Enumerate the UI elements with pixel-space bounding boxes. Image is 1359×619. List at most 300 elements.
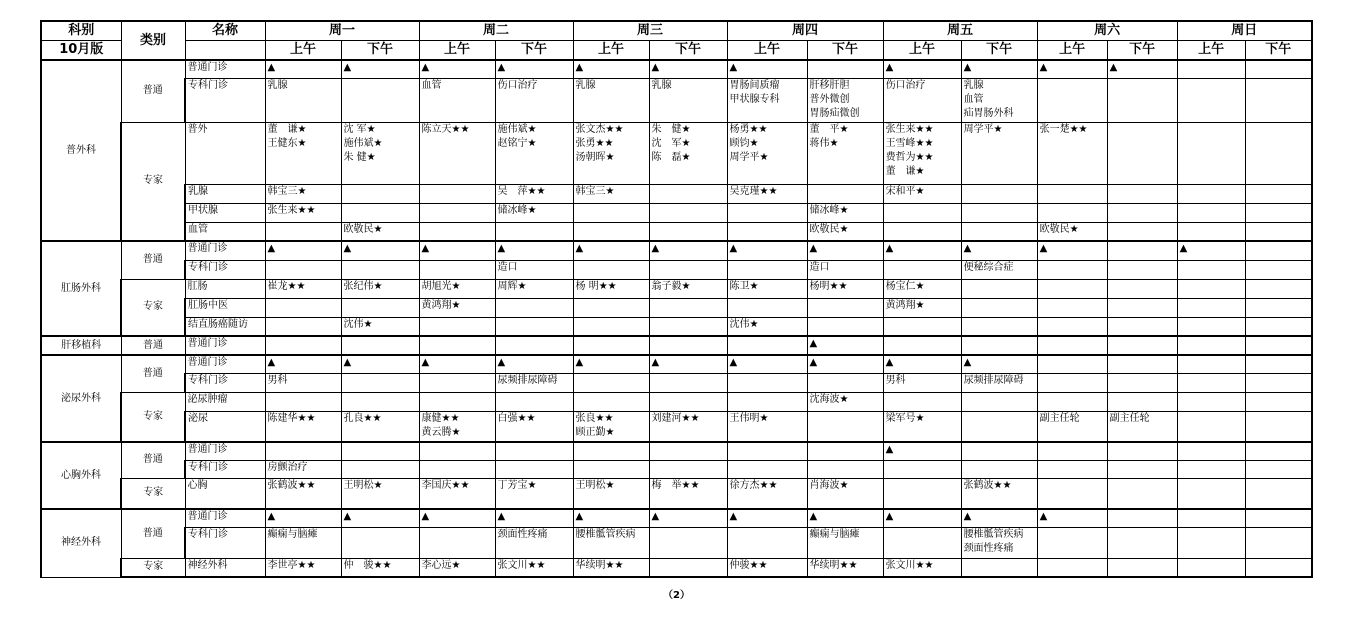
schedule-cell-sat-pm (1107, 222, 1177, 241)
schedule-cell-fri-am: ▲ (883, 355, 961, 373)
header-day-sun: 周日 (1177, 21, 1312, 41)
schedule-cell-sun-pm (1245, 203, 1312, 222)
schedule-cell-fri-am: 张生来★★ 王雪峰★★ 费哲为★★ 董 谦★ (883, 122, 961, 184)
schedule-cell-sun-pm (1245, 279, 1312, 298)
clinic-name: 专科门诊 (185, 373, 265, 392)
schedule-cell-wed-am (573, 336, 649, 355)
schedule-cell-fri-am (883, 203, 961, 222)
schedule-cell-tue-pm (495, 298, 573, 317)
schedule-cell-thu-am (727, 373, 807, 392)
clinic-name: 血管 (185, 222, 265, 241)
header-dept: 科别 (41, 21, 121, 41)
schedule-cell-wed-pm (649, 558, 727, 577)
schedule-cell-sun-pm (1245, 60, 1312, 78)
category-cell: 专家 (121, 478, 185, 509)
header-sun-am: 上午 (1177, 41, 1245, 61)
schedule-cell-sun-am (1177, 78, 1245, 122)
schedule-cell-sat-pm (1107, 527, 1177, 558)
schedule-cell-mon-pm: 王明松★ (341, 478, 419, 509)
schedule-cell-mon-pm (341, 527, 419, 558)
schedule-cell-wed-am (573, 442, 649, 460)
schedule-cell-thu-pm: ▲ (807, 336, 883, 355)
schedule-cell-tue-am (419, 373, 495, 392)
schedule-cell-sun-pm (1245, 527, 1312, 558)
schedule-cell-thu-am (727, 460, 807, 478)
schedule-cell-wed-pm (649, 527, 727, 558)
schedule-cell-fri-pm (961, 336, 1037, 355)
schedule-cell-mon-am: ▲ (265, 509, 341, 527)
schedule-cell-sat-am (1037, 460, 1107, 478)
schedule-cell-sun-am (1177, 336, 1245, 355)
schedule-cell-tue-am: ▲ (419, 355, 495, 373)
schedule-cell-sat-pm (1107, 392, 1177, 411)
schedule-cell-sun-am (1177, 222, 1245, 241)
table-row (41, 460, 1312, 478)
schedule-cell-sat-pm (1107, 241, 1177, 260)
schedule-cell-wed-pm (649, 260, 727, 279)
schedule-cell-wed-am (573, 460, 649, 478)
table-row (41, 78, 1312, 122)
category-cell: 专家 (121, 558, 185, 577)
schedule-cell-mon-am: 癫痫与脑瘫 (265, 527, 341, 558)
schedule-cell-thu-am: 王伟明★ (727, 411, 807, 442)
schedule-cell-sun-am (1177, 373, 1245, 392)
schedule-cell-fri-pm (961, 392, 1037, 411)
schedule-cell-fri-pm: 尿频排尿障碍 (961, 373, 1037, 392)
schedule-cell-tue-pm: 尿频排尿障碍 (495, 373, 573, 392)
schedule-cell-sun-am (1177, 558, 1245, 577)
schedule-cell-tue-am: ▲ (419, 60, 495, 78)
schedule-cell-wed-am (573, 298, 649, 317)
schedule-cell-thu-pm (807, 460, 883, 478)
schedule-cell-thu-am: 仲骏★★ (727, 558, 807, 577)
schedule-cell-tue-am (419, 184, 495, 203)
schedule-cell-sat-am: ▲ (1037, 509, 1107, 527)
table-row (41, 373, 1312, 392)
schedule-cell-tue-am: 胡旭光★ (419, 279, 495, 298)
schedule-cell-sat-am: ▲ (1037, 60, 1107, 78)
schedule-cell-sun-am: ▲ (1177, 241, 1245, 260)
schedule-cell-thu-am: 陈卫★ (727, 279, 807, 298)
header-tue-am: 上午 (419, 41, 495, 61)
schedule-cell-mon-pm: ▲ (341, 509, 419, 527)
schedule-cell-wed-am (573, 392, 649, 411)
schedule-cell-thu-am: 胃肠间质瘤 甲状腺专科 (727, 78, 807, 122)
schedule-cell-mon-pm (341, 298, 419, 317)
header-thu-pm: 下午 (807, 41, 883, 61)
schedule-cell-wed-pm (649, 203, 727, 222)
clinic-name: 泌尿肿瘤 (185, 392, 265, 411)
header-day-thu: 周四 (727, 21, 883, 41)
schedule-cell-thu-pm (807, 442, 883, 460)
schedule-cell-wed-pm: ▲ (649, 509, 727, 527)
clinic-name: 普通门诊 (185, 241, 265, 260)
schedule-cell-sat-am (1037, 373, 1107, 392)
schedule-cell-mon-pm: 沈 军★ 施伟斌★ 朱 健★ (341, 122, 419, 184)
schedule-cell-mon-am: 韩宝三★ (265, 184, 341, 203)
schedule-cell-wed-am (573, 222, 649, 241)
clinic-name: 普通门诊 (185, 60, 265, 78)
schedule-cell-fri-pm: 周学平★ (961, 122, 1037, 184)
schedule-cell-sat-pm (1107, 509, 1177, 527)
dept-name: 心胸外科 (41, 442, 121, 509)
schedule-cell-mon-am: 男科 (265, 373, 341, 392)
schedule-cell-sat-am (1037, 355, 1107, 373)
schedule-cell-thu-am: ▲ (727, 241, 807, 260)
schedule-cell-mon-pm: ▲ (341, 241, 419, 260)
schedule-cell-tue-am (419, 392, 495, 411)
schedule-cell-wed-am: 杨 明★★ (573, 279, 649, 298)
dept-name: 普外科 (41, 60, 121, 241)
schedule-cell-wed-pm (649, 184, 727, 203)
header-mon-pm: 下午 (341, 41, 419, 61)
schedule-cell-sun-pm (1245, 392, 1312, 411)
schedule-cell-sat-pm (1107, 460, 1177, 478)
schedule-cell-tue-am: 黄鸿翔★ (419, 298, 495, 317)
schedule-cell-thu-am (727, 260, 807, 279)
schedule-cell-tue-pm: ▲ (495, 355, 573, 373)
schedule-cell-fri-pm (961, 184, 1037, 203)
schedule-cell-sun-pm (1245, 184, 1312, 203)
schedule-cell-wed-am (573, 317, 649, 336)
schedule-cell-thu-pm: 沈海波★ (807, 392, 883, 411)
schedule-cell-sat-am (1037, 317, 1107, 336)
schedule-cell-wed-pm (649, 392, 727, 411)
header-day-tue: 周二 (419, 21, 573, 41)
clinic-name: 乳腺 (185, 184, 265, 203)
schedule-cell-wed-pm: 刘建河★★ (649, 411, 727, 442)
schedule-cell-mon-am: 崔龙★★ (265, 279, 341, 298)
schedule-cell-fri-am (883, 392, 961, 411)
header-fri-pm: 下午 (961, 41, 1037, 61)
schedule-cell-mon-pm (341, 392, 419, 411)
clinic-name: 专科门诊 (185, 260, 265, 279)
schedule-cell-tue-pm: 白强★★ (495, 411, 573, 442)
schedule-cell-sun-am (1177, 279, 1245, 298)
schedule-cell-thu-am: 吴克瑾★★ (727, 184, 807, 203)
schedule-cell-sat-am (1037, 279, 1107, 298)
schedule-cell-wed-pm: 朱 健★ 沈 军★ 陈 磊★ (649, 122, 727, 184)
schedule-cell-sun-pm (1245, 478, 1312, 509)
schedule-cell-mon-am: ▲ (265, 355, 341, 373)
schedule-cell-sat-pm (1107, 78, 1177, 122)
schedule-cell-sun-am (1177, 411, 1245, 442)
schedule-cell-mon-am: 李世亭★★ (265, 558, 341, 577)
schedule-cell-thu-am: 杨勇★★ 顾钧★ 周学平★ (727, 122, 807, 184)
header-sat-am: 上午 (1037, 41, 1107, 61)
schedule-cell-thu-pm: ▲ (807, 355, 883, 373)
schedule-cell-sat-am (1037, 336, 1107, 355)
schedule-cell-mon-am: 张鹤波★★ (265, 478, 341, 509)
schedule-cell-wed-am: 乳腺 (573, 78, 649, 122)
schedule-cell-wed-am (573, 203, 649, 222)
schedule-cell-fri-am: ▲ (883, 60, 961, 78)
schedule-cell-mon-pm: 欧敬民★ (341, 222, 419, 241)
schedule-cell-sun-am (1177, 355, 1245, 373)
schedule-cell-fri-am: ▲ (883, 442, 961, 460)
schedule-cell-tue-am (419, 260, 495, 279)
header-wed-pm: 下午 (649, 41, 727, 61)
schedule-cell-sat-pm (1107, 317, 1177, 336)
schedule-cell-fri-pm (961, 317, 1037, 336)
table-row (41, 478, 1312, 509)
schedule-cell-fri-am: 张文川★★ (883, 558, 961, 577)
schedule-cell-sat-am: 副主任轮 (1037, 411, 1107, 442)
schedule-cell-thu-am: ▲ (727, 509, 807, 527)
schedule-cell-thu-pm: ▲ (807, 241, 883, 260)
schedule-cell-tue-pm (495, 392, 573, 411)
schedule-cell-fri-pm (961, 279, 1037, 298)
schedule-cell-fri-am: ▲ (883, 509, 961, 527)
schedule-cell-wed-pm (649, 336, 727, 355)
schedule-cell-fri-pm (961, 298, 1037, 317)
table-row (41, 122, 1312, 184)
schedule-cell-wed-pm (649, 373, 727, 392)
schedule-cell-thu-pm (807, 411, 883, 442)
schedule-cell-fri-pm (961, 411, 1037, 442)
schedule-cell-tue-pm: 张文川★★ (495, 558, 573, 577)
schedule-cell-fri-am (883, 317, 961, 336)
schedule-cell-sat-pm (1107, 279, 1177, 298)
schedule-cell-sat-pm (1107, 122, 1177, 184)
schedule-cell-thu-am: 徐方杰★★ (727, 478, 807, 509)
schedule-cell-wed-pm (649, 298, 727, 317)
category-cell: 普通 (121, 355, 185, 392)
schedule-cell-thu-am (727, 527, 807, 558)
schedule-cell-wed-am: ▲ (573, 60, 649, 78)
schedule-cell-fri-am (883, 336, 961, 355)
schedule-cell-mon-pm: ▲ (341, 355, 419, 373)
header-category: 类别 (121, 21, 185, 60)
schedule-cell-wed-pm (649, 460, 727, 478)
clinic-name: 肛肠 (185, 279, 265, 298)
schedule-cell-sun-am (1177, 298, 1245, 317)
schedule-cell-sun-pm (1245, 78, 1312, 122)
schedule-cell-tue-pm (495, 222, 573, 241)
schedule-cell-mon-am (265, 336, 341, 355)
schedule-cell-fri-am: 梁军号★ (883, 411, 961, 442)
schedule-cell-tue-pm (495, 336, 573, 355)
schedule-cell-fri-pm (961, 203, 1037, 222)
schedule-cell-sat-am (1037, 260, 1107, 279)
schedule-cell-sat-pm (1107, 298, 1177, 317)
schedule-cell-thu-am: 沈伟★ (727, 317, 807, 336)
clinic-name: 普通门诊 (185, 355, 265, 373)
table-row (41, 184, 1312, 203)
schedule-cell-tue-pm: 造口 (495, 260, 573, 279)
schedule-cell-mon-am (265, 442, 341, 460)
table-row (41, 260, 1312, 279)
schedule-cell-wed-pm: ▲ (649, 241, 727, 260)
category-cell: 普通 (121, 442, 185, 478)
schedule-cell-tue-am (419, 222, 495, 241)
schedule-cell-mon-am (265, 298, 341, 317)
schedule-cell-sat-am (1037, 184, 1107, 203)
schedule-cell-fri-am: 杨宝仁★ (883, 279, 961, 298)
header-row-days (41, 21, 1312, 41)
schedule-cell-thu-am (727, 442, 807, 460)
header-wed-am: 上午 (573, 41, 649, 61)
schedule-cell-tue-am (419, 336, 495, 355)
schedule-cell-wed-pm: 乳腺 (649, 78, 727, 122)
clinic-name: 甲状腺 (185, 203, 265, 222)
schedule-cell-sun-am (1177, 527, 1245, 558)
schedule-cell-thu-pm (807, 184, 883, 203)
header-day-mon: 周一 (265, 21, 419, 41)
dept-name: 肝移植科 (41, 336, 121, 355)
schedule-cell-sun-pm (1245, 442, 1312, 460)
header-day-fri: 周五 (883, 21, 1037, 41)
header-sun-pm: 下午 (1245, 41, 1312, 61)
schedule-cell-sun-pm (1245, 411, 1312, 442)
schedule-cell-wed-am: 华续明★★ (573, 558, 649, 577)
table-row (41, 241, 1312, 260)
schedule-cell-sun-am (1177, 460, 1245, 478)
clinic-name: 专科门诊 (185, 527, 265, 558)
schedule-cell-sun-pm (1245, 122, 1312, 184)
schedule-cell-sat-am (1037, 558, 1107, 577)
clinic-name: 专科门诊 (185, 460, 265, 478)
schedule-cell-sat-am (1037, 78, 1107, 122)
schedule-cell-mon-am (265, 392, 341, 411)
header-day-sat: 周六 (1037, 21, 1177, 41)
schedule-cell-sun-pm (1245, 460, 1312, 478)
clinic-name: 普通门诊 (185, 509, 265, 527)
schedule-cell-thu-pm (807, 317, 883, 336)
schedule-cell-sun-am (1177, 509, 1245, 527)
schedule-cell-tue-pm: ▲ (495, 509, 573, 527)
schedule-cell-fri-am (883, 260, 961, 279)
schedule-cell-thu-am (727, 203, 807, 222)
schedule-cell-mon-pm (341, 373, 419, 392)
schedule-cell-sat-am (1037, 442, 1107, 460)
schedule-cell-tue-am (419, 527, 495, 558)
schedule-cell-sat-pm (1107, 203, 1177, 222)
table-row (41, 336, 1312, 355)
schedule-cell-mon-pm (341, 203, 419, 222)
schedule-cell-thu-am: ▲ (727, 355, 807, 373)
schedule-cell-wed-am: ▲ (573, 241, 649, 260)
schedule-cell-fri-am (883, 460, 961, 478)
schedule-cell-wed-am: 张文杰★★ 张勇★★ 汤朝晖★ (573, 122, 649, 184)
schedule-cell-sun-pm (1245, 298, 1312, 317)
clinic-name: 心胸 (185, 478, 265, 509)
schedule-cell-mon-pm (341, 442, 419, 460)
schedule-cell-tue-pm (495, 442, 573, 460)
schedule-cell-thu-pm: 欧敬民★ (807, 222, 883, 241)
schedule-cell-thu-am: ▲ (727, 60, 807, 78)
schedule-cell-wed-pm: 翁子毅★ (649, 279, 727, 298)
schedule-cell-sat-am: 欧敬民★ (1037, 222, 1107, 241)
schedule-cell-sat-am: ▲ (1037, 241, 1107, 260)
schedule-cell-mon-am: 乳腺 (265, 78, 341, 122)
schedule-cell-mon-pm (341, 460, 419, 478)
dept-name: 神经外科 (41, 509, 121, 577)
schedule-cell-mon-am: 房颤治疗 (265, 460, 341, 478)
schedule-cell-sat-am (1037, 478, 1107, 509)
schedule-cell-sat-pm: ▲ (1107, 60, 1177, 78)
schedule-cell-mon-am: 董 谦★ 王健东★ (265, 122, 341, 184)
schedule-cell-tue-pm: 吴 萍★★ (495, 184, 573, 203)
schedule-cell-tue-pm: 丁芳宝★ (495, 478, 573, 509)
clinic-name: 普通门诊 (185, 442, 265, 460)
schedule-cell-mon-am: 张生来★★ (265, 203, 341, 222)
schedule-sheet (40, 20, 1313, 578)
schedule-cell-mon-pm: 沈伟★ (341, 317, 419, 336)
schedule-cell-wed-am: ▲ (573, 509, 649, 527)
schedule-cell-wed-am: 张良★★ 顾正勤★ (573, 411, 649, 442)
header-thu-am: 上午 (727, 41, 807, 61)
header-row-halfday (41, 41, 1312, 61)
table-row (41, 355, 1312, 373)
schedule-cell-sun-pm (1245, 222, 1312, 241)
dept-name: 肛肠外科 (41, 241, 121, 336)
table-row (41, 442, 1312, 460)
schedule-cell-mon-pm: 孔良★★ (341, 411, 419, 442)
schedule-cell-sat-am: 张一楚★★ (1037, 122, 1107, 184)
schedule-cell-thu-pm: 董 平★ 蒋伟★ (807, 122, 883, 184)
schedule-cell-thu-pm: 储冰峰★ (807, 203, 883, 222)
schedule-cell-sat-pm (1107, 355, 1177, 373)
table-row (41, 411, 1312, 442)
schedule-cell-fri-pm (961, 442, 1037, 460)
schedule-cell-thu-am (727, 222, 807, 241)
schedule-cell-tue-pm: ▲ (495, 60, 573, 78)
schedule-cell-sun-am (1177, 184, 1245, 203)
header-name-blank (185, 41, 265, 61)
schedule-cell-thu-pm: 造口 (807, 260, 883, 279)
schedule-cell-fri-pm: ▲ (961, 60, 1037, 78)
table-row (41, 60, 1312, 78)
schedule-cell-wed-pm (649, 442, 727, 460)
schedule-cell-mon-am (265, 222, 341, 241)
schedule-cell-mon-pm (341, 260, 419, 279)
schedule-cell-sun-am (1177, 442, 1245, 460)
schedule-cell-tue-am: 康健★★ 黄云腾★ (419, 411, 495, 442)
schedule-cell-mon-am: ▲ (265, 60, 341, 78)
schedule-cell-tue-am: ▲ (419, 509, 495, 527)
clinic-name: 普通门诊 (185, 336, 265, 355)
schedule-cell-wed-pm: ▲ (649, 355, 727, 373)
schedule-cell-tue-am: 李心远★ (419, 558, 495, 577)
header-name: 名称 (185, 21, 265, 41)
schedule-cell-mon-am: ▲ (265, 241, 341, 260)
schedule-cell-sun-pm (1245, 355, 1312, 373)
schedule-cell-mon-pm (341, 184, 419, 203)
page-number: （2） (663, 590, 690, 601)
schedule-cell-mon-pm (341, 336, 419, 355)
category-cell: 专家 (121, 279, 185, 336)
category-cell: 专家 (121, 122, 185, 241)
schedule-cell-mon-am: 陈建华★★ (265, 411, 341, 442)
table-row (41, 392, 1312, 411)
table-row (41, 298, 1312, 317)
schedule-cell-tue-am (419, 460, 495, 478)
clinic-name: 结直肠癌随访 (185, 317, 265, 336)
header-tue-pm: 下午 (495, 41, 573, 61)
schedule-cell-tue-pm: 施伟斌★ 赵铭宁★ (495, 122, 573, 184)
schedule-cell-fri-pm: 便秘综合症 (961, 260, 1037, 279)
schedule-cell-sun-pm (1245, 558, 1312, 577)
schedule-cell-thu-pm: 杨明★★ (807, 279, 883, 298)
table-row (41, 527, 1312, 558)
schedule-cell-mon-pm: 张纪伟★ (341, 279, 419, 298)
schedule-cell-wed-am (573, 373, 649, 392)
schedule-cell-fri-pm (961, 222, 1037, 241)
category-cell: 专家 (121, 392, 185, 442)
schedule-cell-fri-am (883, 478, 961, 509)
schedule-cell-thu-pm: 癫痫与脑瘫 (807, 527, 883, 558)
